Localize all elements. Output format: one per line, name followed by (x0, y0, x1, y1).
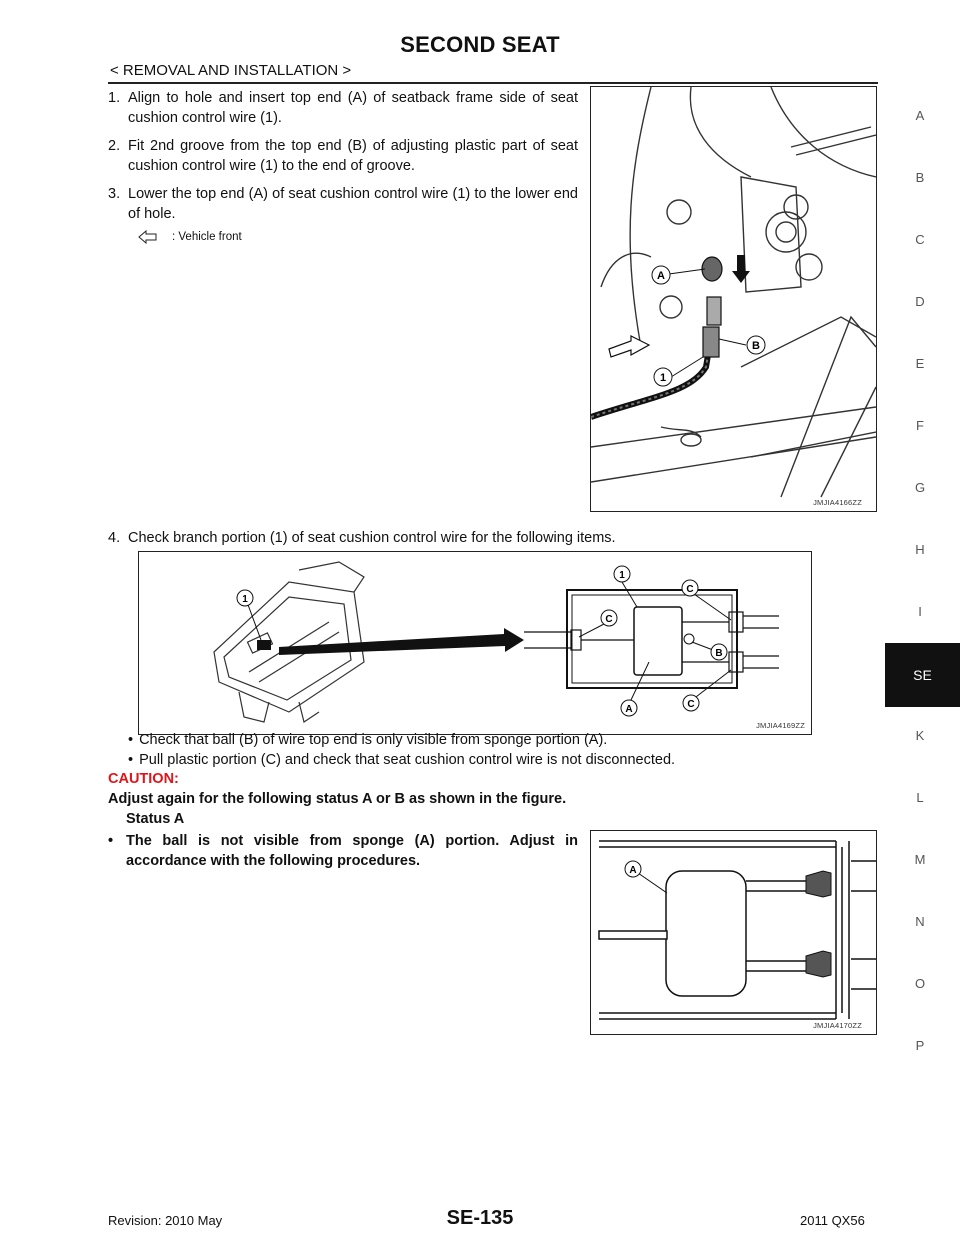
seat-mechanism-illustration (591, 87, 876, 511)
front-arrow-icon (138, 230, 158, 244)
index-letter-e[interactable]: E (915, 356, 925, 371)
vehicle-front-arrow-icon (609, 336, 649, 357)
index-letter-o[interactable]: O (914, 976, 926, 991)
figure-wire-insertion (590, 86, 877, 512)
index-tab-se-active[interactable]: SE (885, 643, 960, 707)
step-2: 2. Fit 2nd groove from the top end (B) of adjusting plastic part of seat cushion control wire (1) to the end of groove. (108, 138, 578, 174)
revision-date: Revision: 2010 May (108, 1213, 223, 1228)
index-letter-g[interactable]: G (914, 480, 926, 495)
figure-id: JMJIA4169ZZ (756, 721, 805, 730)
index-letter-m[interactable]: M (914, 852, 926, 867)
label-1-top: 1 (619, 570, 625, 581)
index-letter-i[interactable]: I (918, 604, 922, 619)
label-a: A (629, 865, 637, 876)
index-letter-h[interactable]: H (915, 542, 925, 557)
procedure-steps (108, 88, 578, 232)
index-letter-l[interactable]: L (916, 790, 924, 805)
label-b: B (715, 648, 723, 659)
legend-vehicle-front: : Vehicle front (138, 230, 242, 244)
label-c-left: C (605, 614, 613, 625)
status-a-label: Status A (126, 811, 185, 827)
status-a-description: • The ball is not visible from sponge (A) portion. Adjust in accordance with the following procedures. (108, 833, 578, 869)
header-rule (108, 82, 878, 84)
check-item: • Check that ball (B) of wire top end is only visible from sponge portion (A). (128, 730, 675, 750)
figure-id: JMJIA4166ZZ (813, 498, 862, 507)
label-c-bottom: C (687, 699, 695, 710)
index-letter-k[interactable]: K (915, 728, 925, 743)
index-letter-a[interactable]: A (915, 108, 925, 123)
label-a: A (625, 704, 633, 715)
caution-title: CAUTION: (108, 771, 179, 787)
page-number: SE-135 (446, 1207, 514, 1229)
label-a: A (657, 270, 665, 282)
page-title: SECOND SEAT (400, 32, 560, 57)
index-letter-f[interactable]: F (916, 418, 924, 433)
check-item: • Pull plastic portion (C) and check that seat cushion control wire is not disconnected. (128, 750, 675, 770)
figure-status-a (590, 830, 877, 1035)
index-letter-p[interactable]: P (915, 1038, 925, 1053)
status-a-illustration (591, 831, 876, 1034)
index-letter-c[interactable]: C (915, 232, 925, 247)
index-letter-n[interactable]: N (915, 914, 925, 929)
check-items-list (128, 730, 675, 770)
step-1: 1. Align to hole and insert top end (A) of seatback frame side of seat cushion control wire (1). (108, 90, 578, 126)
vehicle-model: 2011 QX56 (800, 1213, 865, 1228)
label-b: B (752, 340, 760, 352)
label-c-top: C (686, 584, 694, 595)
index-letter-b[interactable]: B (915, 170, 925, 185)
step-4: 4. Check branch portion (1) of seat cushion control wire for the following items. (108, 530, 616, 546)
caution-text: Adjust again for the following status A or B as shown in the figure. (108, 791, 567, 807)
down-arrow-icon (732, 255, 750, 283)
branch-portion-illustration (139, 552, 811, 734)
label-1: 1 (659, 372, 667, 384)
section-breadcrumb: < REMOVAL AND INSTALLATION > (110, 62, 352, 79)
pointer-arrow-icon (279, 628, 524, 655)
figure-id: JMJIA4170ZZ (813, 1021, 862, 1030)
figure-branch-portion (138, 551, 812, 735)
step-3: 3. Lower the top end (A) of seat cushion control wire (1) to the lower end of hole. (108, 186, 578, 222)
index-letter-d[interactable]: D (915, 294, 925, 309)
label-1-left: 1 (242, 594, 248, 605)
